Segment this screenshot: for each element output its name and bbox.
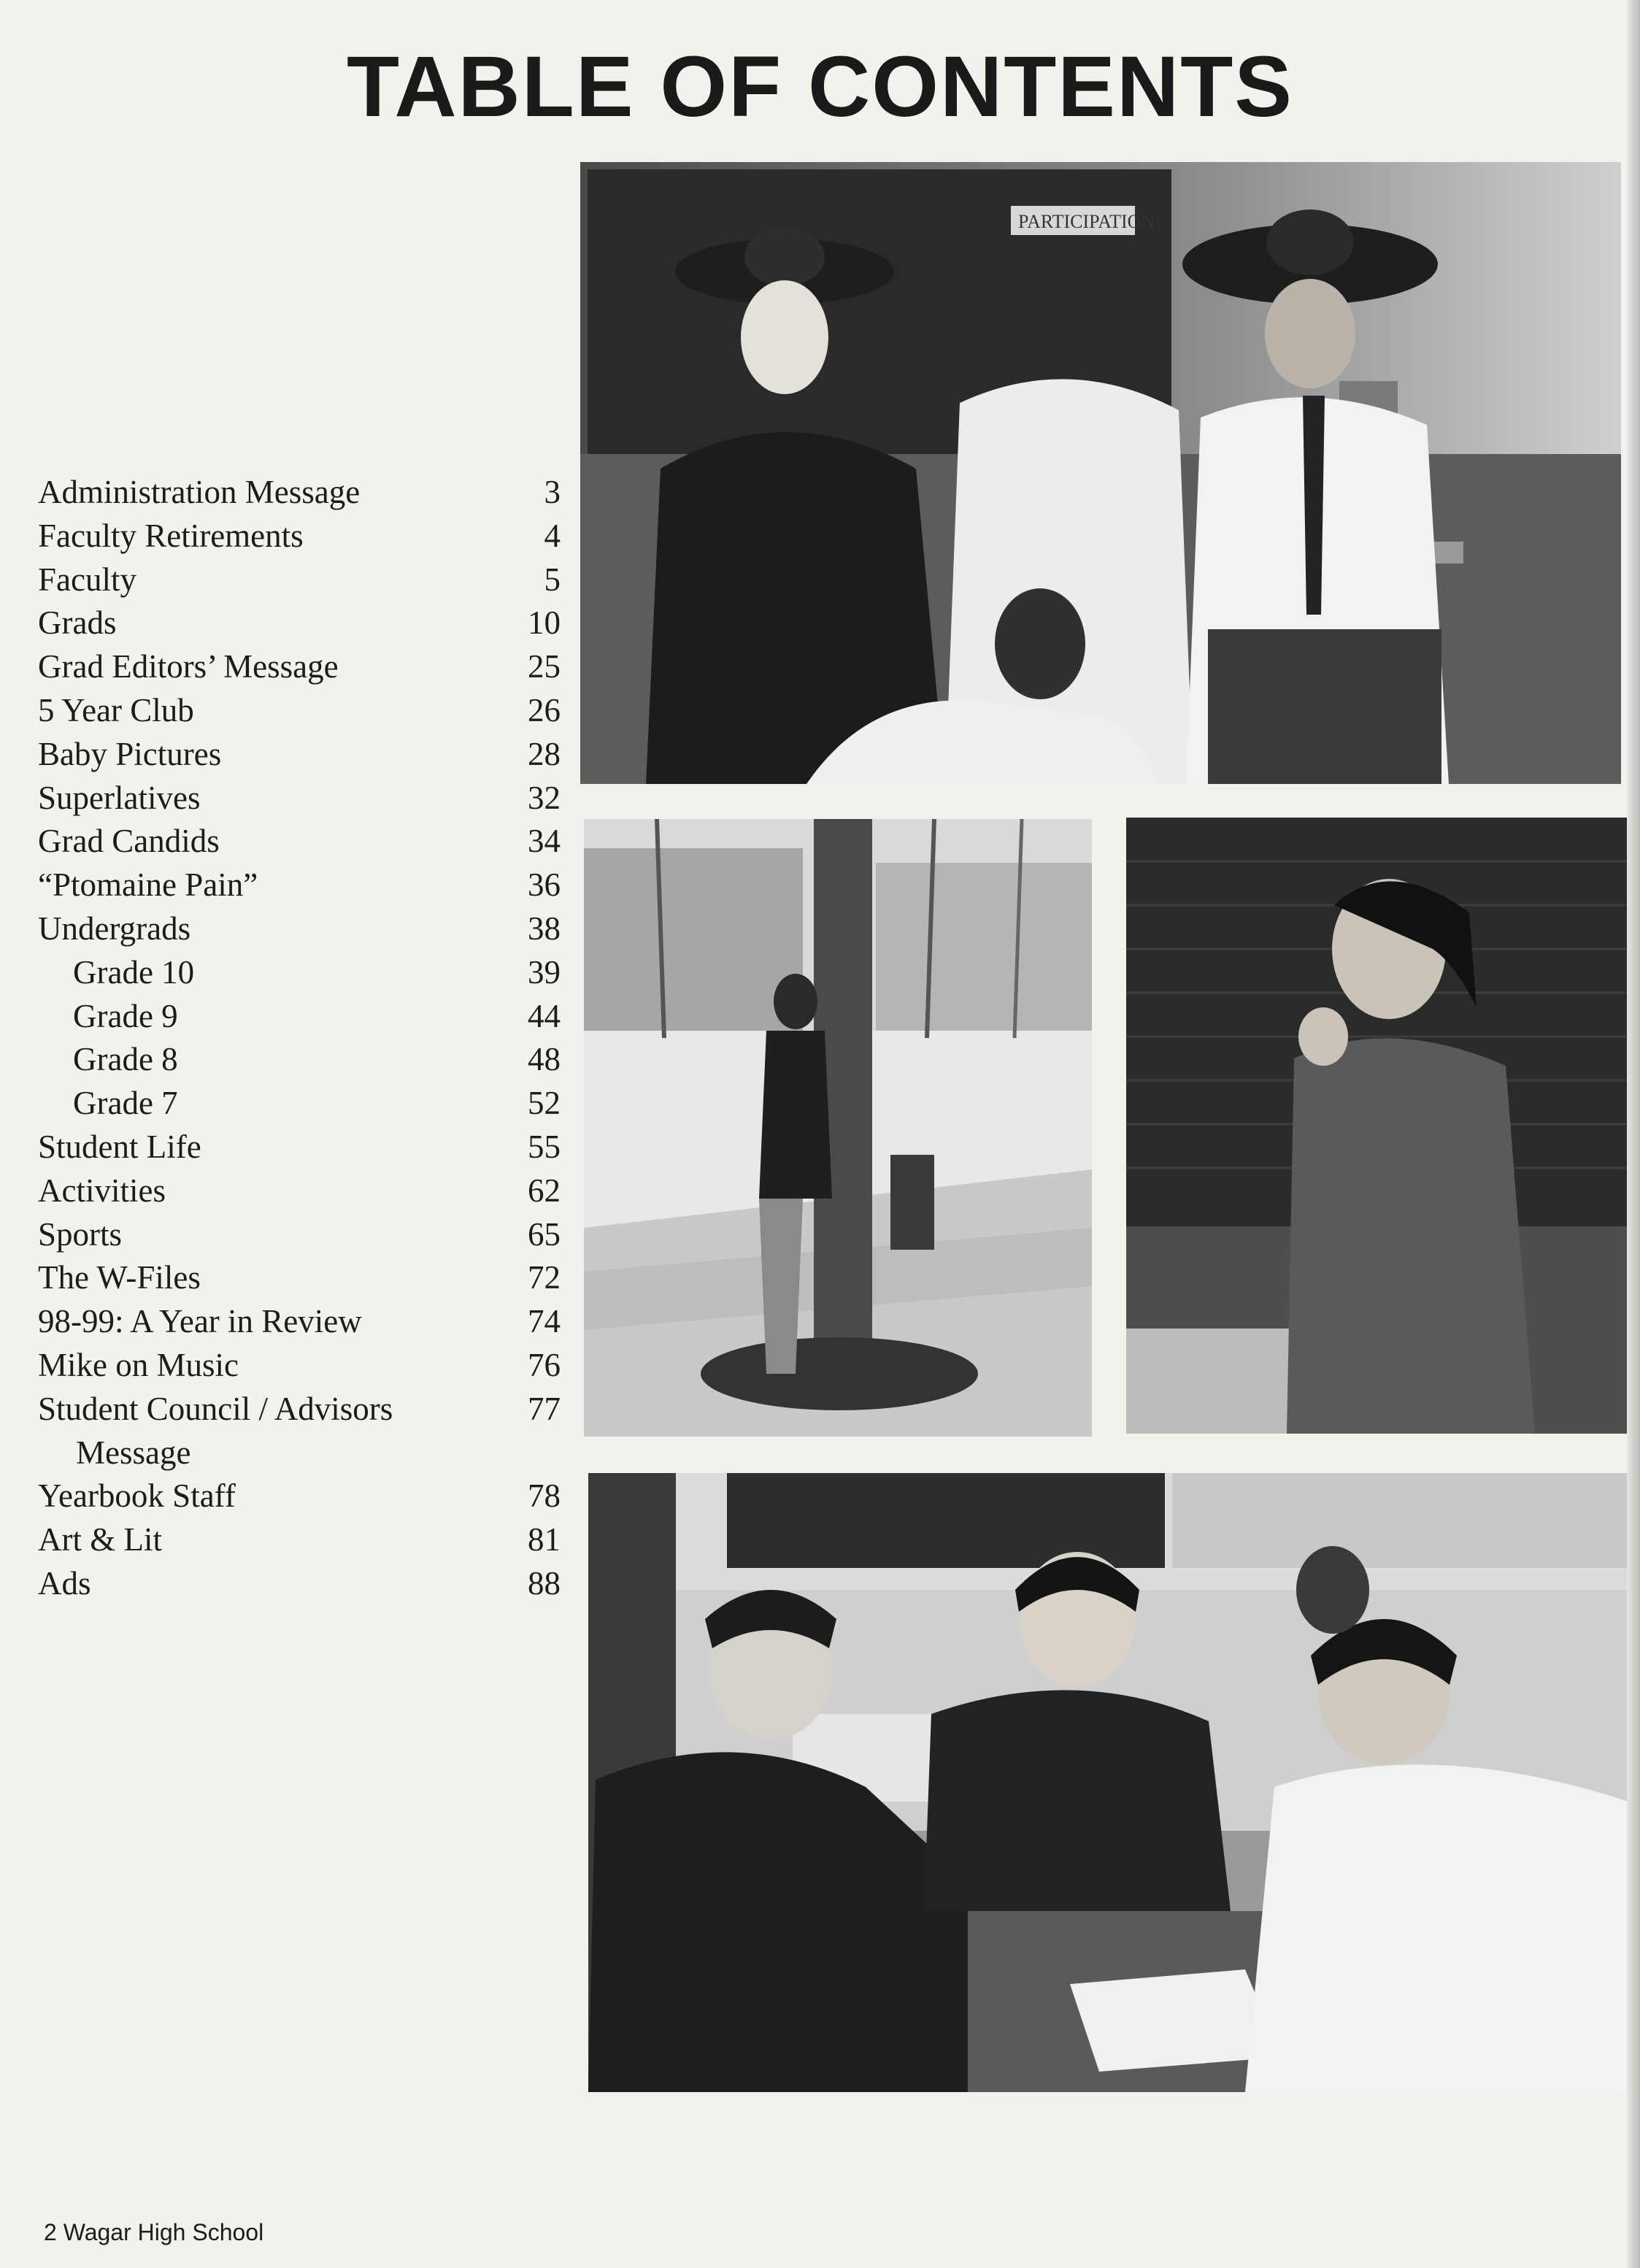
toc-subentry [35,1038,561,1082]
toc-page-number: 88 [528,1564,561,1602]
tree-hug-photo-image [584,819,1092,1437]
student-face [995,588,1085,699]
toc-entry [35,907,561,951]
toc-label: Grad Editors’ Message [38,648,339,685]
toc-page-number: 25 [528,648,561,685]
toc-label: Superlatives [38,779,201,816]
student-sweater [924,1690,1231,1911]
toc-page-number: 72 [528,1259,561,1296]
toc-page-number: 38 [528,910,561,947]
toc-label: Ads [38,1564,91,1602]
participation-sign-text: PARTICIPATION [1018,211,1155,232]
student-face [1027,266,1112,372]
toc-entry [35,820,561,864]
toc-label: Administration Message [38,474,361,510]
toc-page-number: 77 [528,1390,561,1427]
toc-entry [35,515,561,558]
toc-entry [35,1518,561,1562]
page-footer: 2 Wagar High School [44,2219,264,2245]
toc-label: Grade 8 [73,1041,178,1078]
student-background [1296,1546,1369,1634]
toc-page-number: 28 [528,735,561,772]
student-jacket [1287,1038,1535,1434]
toc-page-number: 39 [528,953,561,991]
toc-label: Baby Pictures [38,735,222,772]
toc-entry [35,471,561,515]
toc-page-number: 65 [528,1215,561,1253]
classroom-photo-image [580,162,1621,784]
study-group-photo-image [588,1473,1628,2092]
toc-page-number: 74 [528,1303,561,1340]
toc-label: “Ptomaine Pain” [38,866,258,904]
toc-label: Activities [38,1172,166,1209]
toc-entry [35,1562,561,1606]
toc-entry [35,558,561,602]
toc-label: Message [76,1434,191,1471]
toc-entry [35,1169,561,1213]
toc-label: Student Life [38,1128,201,1165]
toc-entry [35,1475,561,1518]
toc-page-number: 34 [528,823,561,860]
photo-tree-hug [584,819,1092,1437]
toc-subentry [35,951,561,995]
toc-subentry [35,1082,561,1126]
student-tie [1303,396,1325,615]
toc-page-number: 10 [528,604,561,642]
student-shirt [1245,1764,1628,2092]
toc-page-number: 48 [528,1041,561,1078]
page-title: TABLE OF CONTENTS [347,39,1293,135]
toc-page-number: 62 [528,1172,561,1209]
page-edge-shadow [1627,0,1640,2268]
toc-page-number: 26 [528,691,561,729]
student-face [741,280,828,394]
tree-base [701,1337,978,1410]
toc-entry [35,1344,561,1388]
toc-label: Grads [38,604,117,642]
toc-label: Grade 10 [73,953,195,991]
photo-hallway-smile [1126,818,1628,1434]
toc-page-number: 5 [544,561,561,598]
toc-entry [35,1256,561,1300]
student-jacket [759,1031,832,1199]
toc-entry [35,645,561,689]
toc-label: Mike on Music [38,1346,239,1383]
building [584,848,803,1031]
toc-label: Faculty Retirements [38,517,304,554]
toc-label: Undergrads [38,910,191,947]
toc-page-number: 32 [528,779,561,816]
toc-page-number: 76 [528,1346,561,1383]
toc-entry [35,733,561,777]
table-of-contents [35,471,561,1606]
toc-label: Grade 9 [73,997,178,1034]
toc-page-number: 36 [528,866,561,904]
toc-page-number: 55 [528,1128,561,1165]
toc-entry [35,777,561,820]
photo-study-group [588,1473,1628,2092]
building [876,863,1092,1031]
toc-label: Student Council / Advisors [38,1390,393,1427]
hallway-photo-image [1126,818,1628,1434]
toc-label: Grade 7 [73,1085,178,1122]
toc-label: Faculty [38,561,136,598]
toc-subentry [35,995,561,1039]
toc-label: Yearbook Staff [38,1477,236,1515]
toc-label: The W-Files [38,1259,201,1296]
student-pants [759,1199,803,1374]
toc-page-number: 78 [528,1477,561,1515]
bulletin-board [1172,1473,1628,1568]
toc-entry-continuation [35,1431,561,1475]
toc-page-number: 52 [528,1085,561,1122]
toc-page-number: 4 [544,517,561,554]
toc-page-number: 44 [528,997,561,1034]
toc-entry [35,1300,561,1344]
student-face [1265,279,1355,388]
toc-entry [35,1126,561,1169]
toc-page-number: 81 [528,1521,561,1558]
toc-entry [35,864,561,907]
photo-classroom-sombreros [580,162,1621,784]
toc-entry [35,1388,561,1431]
toc-label: Art & Lit [38,1521,162,1558]
student-hand [1298,1007,1348,1066]
toc-label: Grad Candids [38,823,220,860]
toc-entry [35,1213,561,1257]
toc-entry [35,689,561,733]
student-face [774,974,817,1029]
toc-entry [35,601,561,645]
toc-label: 98-99: A Year in Review [38,1303,362,1340]
toc-page-number: 3 [544,474,561,510]
toc-label: 5 Year Club [38,691,194,729]
window [727,1473,1165,1568]
toc-label: Sports [38,1215,123,1253]
